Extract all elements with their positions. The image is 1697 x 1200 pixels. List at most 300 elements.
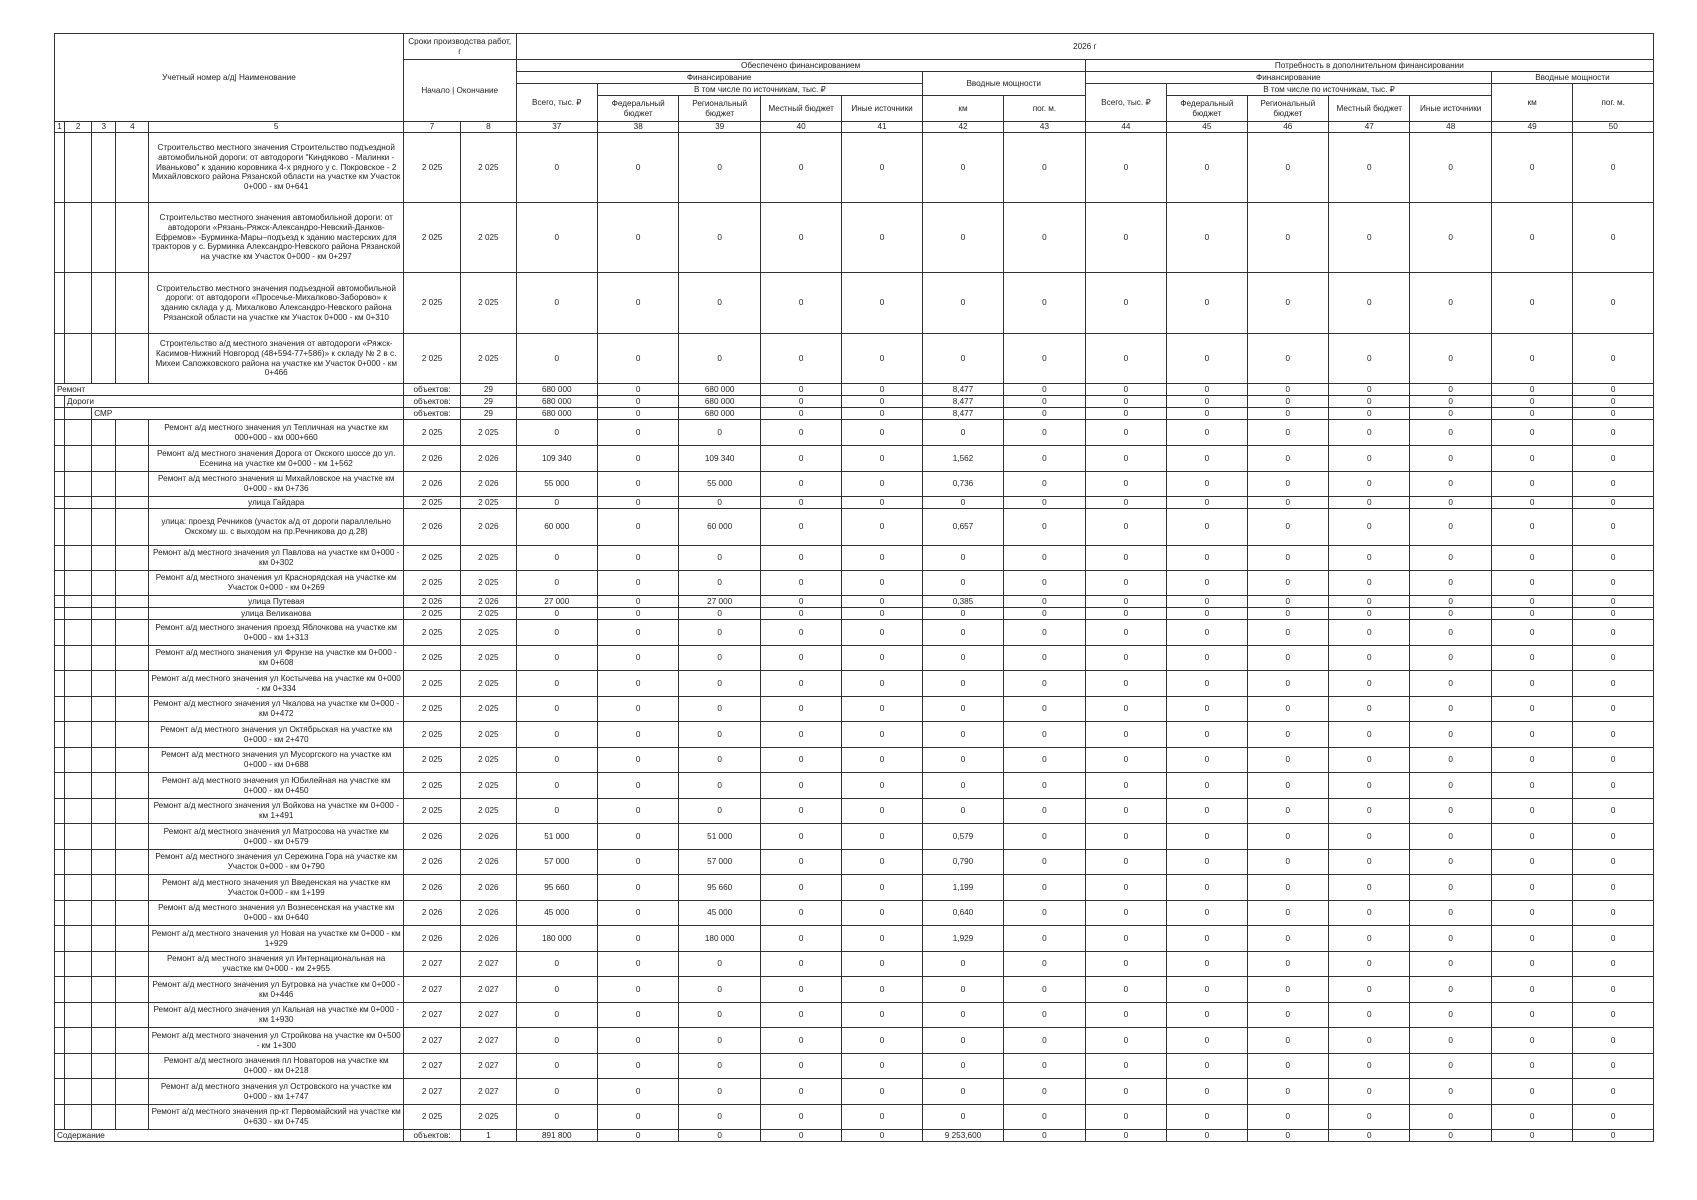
indent-cell (92, 671, 116, 697)
value-cell: 0 (1004, 620, 1085, 646)
object-name: Ремонт а/д местного значения ул Краснорядская на участке км Участок 0+000 - км 0+269 (149, 571, 403, 596)
value-cell: 0 (679, 697, 760, 722)
value-cell: 0 (1573, 384, 1654, 396)
value-cell: 0 (1329, 203, 1410, 273)
object-name: Ремонт а/д местного значения ул Бугровка на участке км 0+000 - км 0+446 (149, 977, 403, 1003)
indent-cell (92, 977, 116, 1003)
value-cell: 0 (922, 977, 1003, 1003)
value-cell: 0 (516, 133, 597, 203)
value-cell: 0 (1167, 420, 1247, 446)
value-cell: 0 (1085, 334, 1166, 384)
end-year: 2 025 (461, 497, 516, 509)
value-cell: 0 (842, 446, 922, 472)
value-cell: 0 (1410, 1054, 1491, 1079)
value-cell: 0 (1004, 748, 1085, 773)
additional-financing-header: Потребность в дополнительном финансировании (1085, 60, 1653, 72)
value-cell: 0 (1247, 1054, 1328, 1079)
value-cell: 0 (1085, 396, 1166, 408)
column-number: 1 (55, 122, 65, 133)
value-cell: 0 (1167, 697, 1247, 722)
value-cell: 0 (1491, 334, 1572, 384)
total-header-2: Всего, тыс. ₽ (1085, 84, 1166, 122)
indent-cell (55, 926, 65, 952)
value-cell: 0 (679, 273, 760, 334)
value-cell: 0 (597, 875, 678, 901)
start-year: 2 025 (403, 773, 460, 799)
end-year: 2 026 (461, 824, 516, 850)
value-cell: 0 (922, 273, 1003, 334)
value-cell: 0 (1085, 671, 1166, 697)
value-cell: 0 (597, 571, 678, 596)
value-cell: 0 (842, 697, 922, 722)
start-year: 2 026 (403, 926, 460, 952)
group-row (55, 408, 1654, 420)
value-cell: 0 (1491, 1105, 1572, 1130)
end-year: 2 025 (461, 273, 516, 334)
value-cell: 0 (1491, 1028, 1572, 1054)
object-name: Ремонт а/д местного значения ул Новая на участке км 0+000 - км 1+929 (149, 926, 403, 952)
object-name: Строительство местного значения Строительство подъездной автомобильной дороги: от автодороги "Киндяково - Малинки - Иваньково" к зданию коровника 4-х рядного у с. Покровское - 2 Михайловского района Рязанской области на участке км Участок 0+000 - км 0+641 (149, 133, 403, 203)
value-cell: 0 (842, 472, 922, 497)
indent-cell (92, 203, 116, 273)
value-cell: 0 (1491, 620, 1572, 646)
value-cell: 0 (760, 546, 841, 571)
value-cell: 0 (922, 671, 1003, 697)
value-cell: 0 (842, 952, 922, 977)
indent-cell (65, 273, 92, 334)
value-cell: 0 (1004, 384, 1085, 396)
value-cell: 0 (1247, 497, 1328, 509)
value-cell: 0 (760, 977, 841, 1003)
value-cell: 8,477 (922, 396, 1003, 408)
value-cell: 0 (842, 620, 922, 646)
pm-header: пог. м. (1004, 96, 1085, 122)
value-cell: 0 (922, 748, 1003, 773)
value-cell: 0 (1410, 384, 1491, 396)
value-cell: 0 (842, 1105, 922, 1130)
value-cell: 0 (1491, 546, 1572, 571)
value-cell: 0,657 (922, 509, 1003, 546)
indent-cell (116, 273, 149, 334)
value-cell: 51 000 (679, 824, 760, 850)
object-name: Ремонт а/д местного значения ул Матросова на участке км 0+000 - км 0+579 (149, 824, 403, 850)
value-cell: 0 (1410, 901, 1491, 926)
value-cell: 0 (842, 203, 922, 273)
value-cell: 0 (842, 509, 922, 546)
indent-cell (65, 697, 92, 722)
value-cell: 0 (1247, 396, 1328, 408)
indent-cell (92, 497, 116, 509)
value-cell: 0 (1167, 133, 1247, 203)
column-number: 8 (461, 122, 516, 133)
value-cell: 0 (1247, 926, 1328, 952)
regional-header-2: Региональный бюджет (1247, 96, 1328, 122)
value-cell: 0 (1573, 571, 1654, 596)
value-cell: 0 (1491, 697, 1572, 722)
group-label: Ремонт (55, 384, 404, 396)
value-cell: 95 660 (516, 875, 597, 901)
value-cell: 0 (1410, 748, 1491, 773)
value-cell: 0,579 (922, 824, 1003, 850)
indent-cell (65, 722, 92, 748)
column-number: 5 (149, 122, 403, 133)
value-cell: 0 (679, 133, 760, 203)
end-year: 2 027 (461, 1003, 516, 1028)
indent-cell (55, 396, 65, 408)
object-name: улица Великанова (149, 608, 403, 620)
object-name: Строительство а/д местного значения от автодороги «Ряжск-Касимов-Нижний Новгород (48+594-77+586)» к складу № 2 в с. Михеи Сапожковского района на участке км Участок 0+000 - км 0+466 (149, 334, 403, 384)
value-cell: 0 (679, 1079, 760, 1105)
value-cell: 0 (842, 875, 922, 901)
end-year: 2 025 (461, 133, 516, 203)
indent-cell (116, 1079, 149, 1105)
start-year: 2 027 (403, 1028, 460, 1054)
table-row (55, 1105, 1654, 1130)
value-cell: 0 (922, 646, 1003, 671)
value-cell: 0 (842, 396, 922, 408)
value-cell: 27 000 (516, 596, 597, 608)
regional-header: Региональный бюджет (679, 96, 760, 122)
value-cell: 0 (842, 596, 922, 608)
indent-cell (92, 1003, 116, 1028)
indent-cell (116, 926, 149, 952)
indent-cell (116, 977, 149, 1003)
object-name: улица: проезд Речников (участок а/д от дороги параллельно Окскому ш. с выходом на пр.Речникова до д.28) (149, 509, 403, 546)
value-cell: 0 (1004, 850, 1085, 875)
value-cell: 0 (842, 926, 922, 952)
value-cell: 0 (1410, 620, 1491, 646)
value-cell: 0 (760, 901, 841, 926)
value-cell: 0 (597, 408, 678, 420)
start-year: 2 027 (403, 1054, 460, 1079)
value-cell: 0 (1167, 596, 1247, 608)
start-year: 2 025 (403, 646, 460, 671)
local-header-2: Местный бюджет (1329, 96, 1410, 122)
start-year: 2 027 (403, 1079, 460, 1105)
table-row (55, 203, 1654, 273)
value-cell: 0 (1085, 497, 1166, 509)
value-cell: 0 (1491, 901, 1572, 926)
end-year: 2 025 (461, 571, 516, 596)
value-cell: 0 (1573, 1028, 1654, 1054)
objects-label: объектов: (403, 396, 460, 408)
object-name: Ремонт а/д местного значения ул Чкалова на участке км 0+000 - км 0+472 (149, 697, 403, 722)
value-cell: 95 660 (679, 875, 760, 901)
column-number: 40 (760, 122, 841, 133)
value-cell: 0 (1329, 1054, 1410, 1079)
value-cell: 0 (760, 926, 841, 952)
table-row (55, 952, 1654, 977)
value-cell: 0 (1247, 608, 1328, 620)
value-cell: 55 000 (516, 472, 597, 497)
value-cell: 0 (1329, 472, 1410, 497)
value-cell: 0 (760, 1054, 841, 1079)
end-year: 2 026 (461, 875, 516, 901)
start-year: 2 025 (403, 420, 460, 446)
value-cell: 0 (1410, 1079, 1491, 1105)
value-cell: 0 (1491, 420, 1572, 446)
value-cell: 0 (1085, 472, 1166, 497)
value-cell: 0 (1329, 901, 1410, 926)
value-cell: 0 (1167, 773, 1247, 799)
value-cell: 0 (1167, 748, 1247, 773)
value-cell: 0 (516, 1079, 597, 1105)
indent-cell (55, 334, 65, 384)
group-row (55, 396, 1654, 408)
value-cell: 9 253,600 (922, 1130, 1003, 1142)
value-cell: 0 (1004, 334, 1085, 384)
value-cell: 0 (1410, 608, 1491, 620)
value-cell: 0 (922, 1079, 1003, 1105)
value-cell: 0 (1167, 497, 1247, 509)
value-cell: 180 000 (679, 926, 760, 952)
value-cell: 0 (1085, 1003, 1166, 1028)
indent-cell (92, 472, 116, 497)
value-cell: 0 (1085, 620, 1166, 646)
table-row (55, 1079, 1654, 1105)
value-cell: 0 (1491, 384, 1572, 396)
start-year: 2 026 (403, 596, 460, 608)
value-cell: 0 (1085, 748, 1166, 773)
value-cell: 0 (760, 334, 841, 384)
indent-cell (92, 722, 116, 748)
value-cell: 680 000 (516, 408, 597, 420)
value-cell: 0 (842, 571, 922, 596)
object-name: Ремонт а/д местного значения ул Интернациональная на участке км 0+000 - км 2+955 (149, 952, 403, 977)
value-cell: 0 (1085, 596, 1166, 608)
value-cell: 0 (842, 1079, 922, 1105)
table-row (55, 420, 1654, 446)
value-cell: 0 (1085, 273, 1166, 334)
value-cell: 0 (922, 773, 1003, 799)
value-cell: 0 (1573, 1130, 1654, 1142)
indent-cell (116, 420, 149, 446)
value-cell: 680 000 (679, 384, 760, 396)
table-row (55, 977, 1654, 1003)
value-cell: 57 000 (679, 850, 760, 875)
value-cell: 0 (842, 1028, 922, 1054)
value-cell: 0 (1004, 1079, 1085, 1105)
value-cell: 0 (1004, 697, 1085, 722)
table-row (55, 334, 1654, 384)
value-cell: 0 (1085, 1054, 1166, 1079)
value-cell: 0 (1085, 901, 1166, 926)
value-cell: 680 000 (679, 396, 760, 408)
value-cell: 0 (1410, 420, 1491, 446)
value-cell: 0 (597, 334, 678, 384)
end-year: 2 025 (461, 203, 516, 273)
value-cell: 0 (597, 1054, 678, 1079)
value-cell: 0 (760, 1105, 841, 1130)
value-cell: 0 (1329, 748, 1410, 773)
value-cell: 0 (1167, 926, 1247, 952)
start-year: 2 025 (403, 497, 460, 509)
value-cell: 0 (760, 472, 841, 497)
value-cell: 0 (516, 671, 597, 697)
value-cell: 0 (1410, 203, 1491, 273)
value-cell: 891 800 (516, 1130, 597, 1142)
group-label: Дороги (65, 396, 404, 408)
value-cell: 0 (842, 977, 922, 1003)
value-cell: 0 (842, 722, 922, 748)
value-cell: 0 (1004, 722, 1085, 748)
value-cell: 0 (1410, 273, 1491, 334)
table-row (55, 850, 1654, 875)
table-row (55, 596, 1654, 608)
value-cell: 0 (760, 408, 841, 420)
value-cell: 0 (1247, 472, 1328, 497)
value-cell: 0 (679, 1054, 760, 1079)
indent-cell (116, 952, 149, 977)
value-cell: 0 (1247, 850, 1328, 875)
value-cell: 0 (597, 396, 678, 408)
value-cell: 0 (1004, 1130, 1085, 1142)
value-cell: 0 (760, 384, 841, 396)
value-cell: 0 (1410, 799, 1491, 824)
value-cell: 0 (1004, 571, 1085, 596)
indent-cell (92, 926, 116, 952)
value-cell: 0 (1491, 472, 1572, 497)
indent-cell (116, 620, 149, 646)
object-name: улица Путевая (149, 596, 403, 608)
value-cell: 0 (1004, 408, 1085, 420)
value-cell: 0 (1410, 875, 1491, 901)
value-cell: 0 (1491, 509, 1572, 546)
indent-cell (55, 408, 65, 420)
start-year: 2 025 (403, 1105, 460, 1130)
value-cell: 0 (1167, 203, 1247, 273)
value-cell: 0 (1410, 472, 1491, 497)
value-cell: 0 (1004, 420, 1085, 446)
indent-cell (65, 546, 92, 571)
value-cell: 0 (1573, 850, 1654, 875)
indent-cell (55, 620, 65, 646)
end-year: 2 025 (461, 646, 516, 671)
value-cell: 0 (1247, 977, 1328, 1003)
indent-cell (92, 1054, 116, 1079)
value-cell: 0 (597, 824, 678, 850)
indent-cell (65, 472, 92, 497)
value-cell: 0 (1329, 722, 1410, 748)
indent-cell (65, 608, 92, 620)
value-cell: 0 (597, 203, 678, 273)
value-cell: 0,640 (922, 901, 1003, 926)
value-cell: 0 (1004, 273, 1085, 334)
indent-cell (55, 1079, 65, 1105)
end-year: 2 027 (461, 1028, 516, 1054)
value-cell: 0 (1167, 824, 1247, 850)
value-cell: 0 (1573, 133, 1654, 203)
value-cell: 0 (1329, 509, 1410, 546)
indent-cell (92, 596, 116, 608)
value-cell: 0 (1247, 1105, 1328, 1130)
value-cell: 0 (1573, 608, 1654, 620)
value-cell: 0 (1329, 334, 1410, 384)
value-cell: 0 (1167, 273, 1247, 334)
value-cell: 0 (922, 133, 1003, 203)
value-cell: 0 (842, 646, 922, 671)
indent-cell (92, 1079, 116, 1105)
value-cell: 0 (1573, 408, 1654, 420)
value-cell: 109 340 (516, 446, 597, 472)
km-header: км (922, 96, 1003, 122)
value-cell: 0 (842, 1130, 922, 1142)
value-cell: 0 (1167, 408, 1247, 420)
value-cell: 0 (1167, 334, 1247, 384)
object-name: Строительство местного значения автомобильной дороги: от автодороги «Рязань-Ряжск-Александро-Невский-Данков-Ефремов» -Бурминка-Мары–подъезд к зданию мастерских для тракторов у с. Бурминка Александро-Невского района Рязанской на участке км Участок 0+000 - км 0+297 (149, 203, 403, 273)
column-number: 47 (1329, 122, 1410, 133)
value-cell: 0 (679, 334, 760, 384)
indent-cell (92, 509, 116, 546)
value-cell: 0 (516, 203, 597, 273)
indent-cell (65, 497, 92, 509)
value-cell: 0 (1085, 1079, 1166, 1105)
value-cell: 0 (760, 1130, 841, 1142)
table-row (55, 926, 1654, 952)
start-year: 2 025 (403, 697, 460, 722)
value-cell: 0 (922, 799, 1003, 824)
value-cell: 0 (1247, 571, 1328, 596)
value-cell: 0 (1491, 1054, 1572, 1079)
indent-cell (65, 850, 92, 875)
table-row (55, 497, 1654, 509)
value-cell: 0 (1167, 977, 1247, 1003)
value-cell: 0 (1004, 509, 1085, 546)
indent-cell (55, 952, 65, 977)
value-cell: 0 (597, 901, 678, 926)
indent-cell (116, 608, 149, 620)
value-cell: 0 (760, 952, 841, 977)
start-year: 2 026 (403, 901, 460, 926)
value-cell: 0 (760, 1003, 841, 1028)
value-cell: 0 (1329, 977, 1410, 1003)
value-cell: 0 (516, 273, 597, 334)
column-number: 2 (65, 122, 92, 133)
column-number: 43 (1004, 122, 1085, 133)
value-cell: 0 (1573, 799, 1654, 824)
object-name: Ремонт а/д местного значения ул Павлова на участке км 0+000 - км 0+302 (149, 546, 403, 571)
by-source-header: В том числе по источникам, тыс. ₽ (597, 84, 922, 96)
object-name: Ремонт а/д местного значения ш Михайловское на участке км 0+000 - км 0+736 (149, 472, 403, 497)
indent-cell (55, 901, 65, 926)
end-year: 2 026 (461, 509, 516, 546)
value-cell: 0 (1491, 799, 1572, 824)
objects-count: 29 (461, 408, 516, 420)
value-cell: 0 (760, 824, 841, 850)
terms-column-header: Сроки производства работ, г (403, 34, 516, 60)
value-cell: 0,385 (922, 596, 1003, 608)
indent-cell (55, 1054, 65, 1079)
value-cell: 0 (1329, 1130, 1410, 1142)
objects-label: объектов: (403, 384, 460, 396)
value-cell: 0 (1247, 546, 1328, 571)
group-label: Содержание (55, 1130, 404, 1142)
indent-cell (92, 133, 116, 203)
value-cell: 0 (1573, 952, 1654, 977)
table-row (55, 273, 1654, 334)
value-cell: 0 (1491, 671, 1572, 697)
value-cell: 0 (1004, 773, 1085, 799)
value-cell: 0 (922, 203, 1003, 273)
value-cell: 8,477 (922, 408, 1003, 420)
column-number: 37 (516, 122, 597, 133)
value-cell: 0 (1004, 926, 1085, 952)
value-cell: 0 (922, 334, 1003, 384)
value-cell: 0 (597, 850, 678, 875)
local-header: Местный бюджет (760, 96, 841, 122)
indent-cell (116, 824, 149, 850)
value-cell: 0 (760, 620, 841, 646)
